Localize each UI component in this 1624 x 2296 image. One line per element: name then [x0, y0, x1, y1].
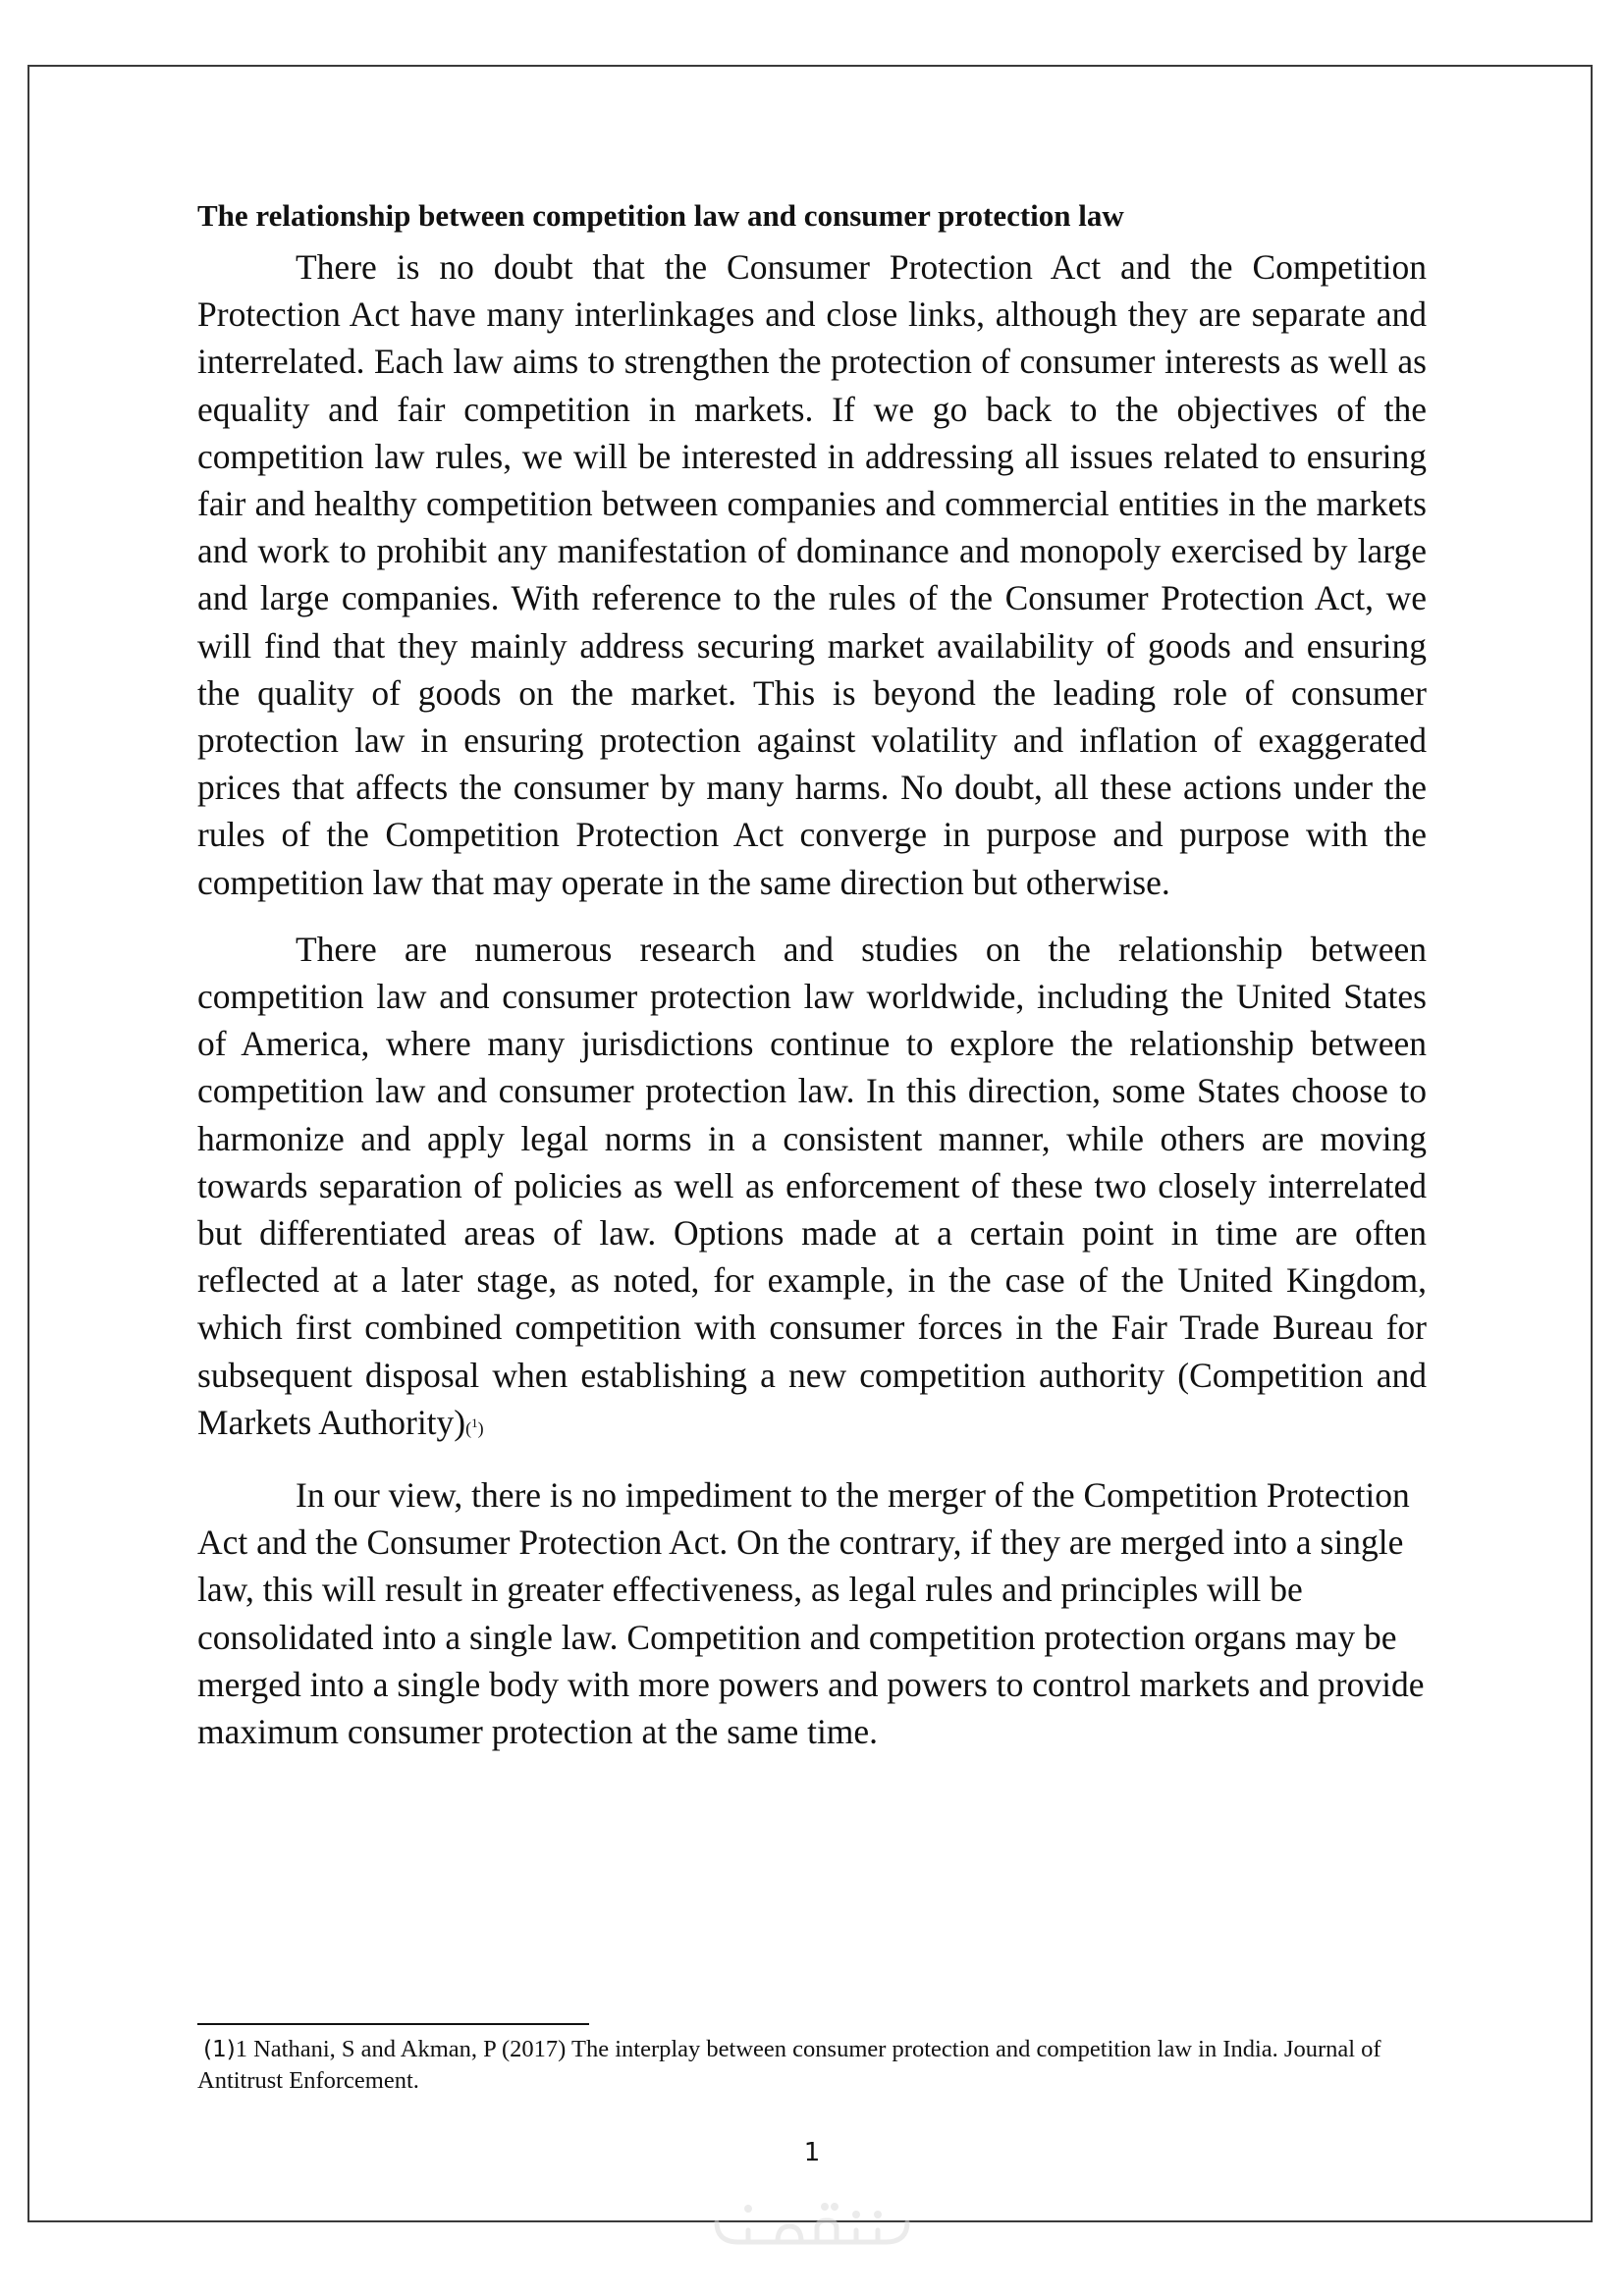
footnote-reference[interactable]: ($^1$) [465, 1415, 484, 1438]
watermark-logo [709, 2195, 915, 2250]
document-body [197, 194, 1427, 1775]
section-heading: The relationship between competition law and consumer protection law [197, 198, 1124, 233]
footnote [197, 2034, 1435, 2096]
footnote-marker: (1) [203, 2037, 236, 2062]
footnote-text: 1 Nathani, S and Akman, P (2017) The interplay between consumer protection and competition law in India. Journal of Antitrust Enforcement. [197, 2036, 1381, 2094]
paragraph-2-text: There are numerous research and studies on the relationship between competition law and consumer protection law worldwide, including the United States of America, where many jurisdictions continue to explore the relationship between competition law and consumer protection law. In this direction, some States choose to harmonize and apply legal norms in a consistent manner, while others are moving towards separation of policies as well as enforcement of these two closely interrelated but differentiated areas of law. Options made at a certain point in time are often reflected at a later stage, as noted, for example, in the case of the United Kingdom, which first combined competition with consumer forces in the Fair Trade Bureau for subsequent disposal when establishing a new competition authority (Competition and Markets Authority) [197, 929, 1427, 1442]
page-number: 1 [803, 2138, 821, 2167]
paragraph-1: There is no doubt that the Consumer Protection Act and the Competition Protection Act have many interlinkages and close links, although they are separate and interrelated. Each law aims to strengthen the protection of consumer interests as well as equality and fair competition in markets. If we go back to the objectives of the competition law rules, we will be interested in addressing all issues related to ensuring fair and healthy competition between companies and commercial entities in the markets and work to prohibit any manifestation of dominance and monopoly exercised by large and large companies. With reference to the rules of the Consumer Protection Act, we will find that they mainly address securing market availability of goods and ensuring the quality of goods on the market. This is beyond the leading role of consumer protection law in ensuring protection against volatility and inflation of exaggerated prices that affects the consumer by many harms. No doubt, all these actions under the rules of the Competition Protection Act converge in purpose and purpose with the competition law that may operate in the same direction but otherwise. [197, 247, 1427, 902]
paragraph-3: In our view, there is no impediment to the merger of the Competition Protection Act and the Consumer Protection Act. On the contrary, if they are merged into a single law, this will result in greater effectiveness, as legal rules and principles will be consolidated into a single law. Competition and competition protection organs may be merged into a single body with more powers and powers to control markets and provide maximum consumer protection at the same time. [197, 1475, 1425, 1752]
paragraph-2 [197, 926, 1427, 1452]
footnote-separator [197, 2023, 589, 2025]
